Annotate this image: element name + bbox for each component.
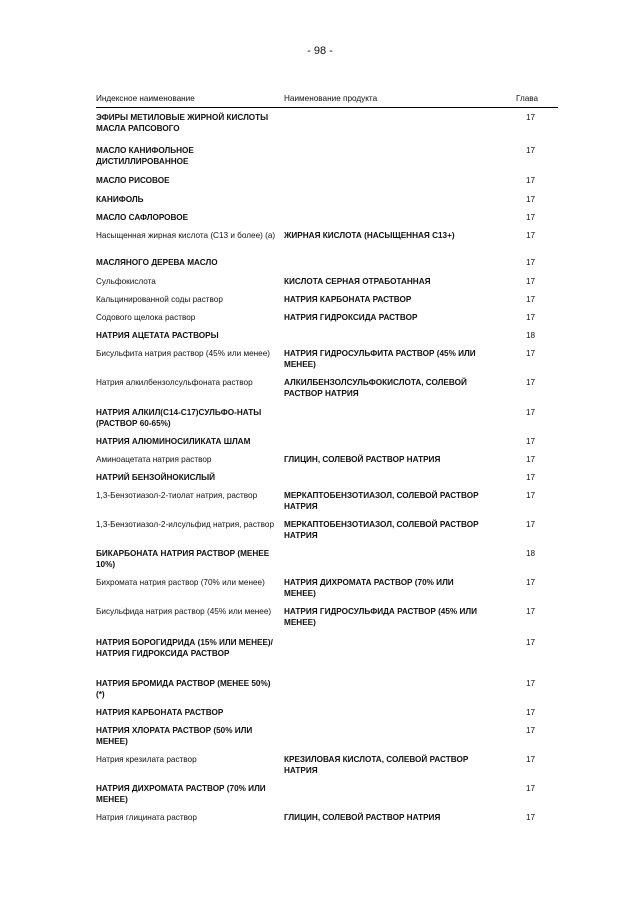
table-row [96,312,558,330]
chapter-cell: 17 [526,313,536,322]
table-row [96,707,558,725]
table-row [96,678,558,707]
table-row [96,175,558,194]
table-row [96,276,558,294]
chapter-cell: 17 [526,258,536,267]
table-row [96,348,558,377]
table-row [96,577,558,606]
index-name-cell: МАСЛЯНОГО ДЕРЕВА МАСЛО [96,258,218,267]
table-row [96,407,558,436]
index-name-cell: КАНИФОЛЬ [96,195,144,204]
index-name-cell: Содового щелока раствор [96,313,196,322]
index-name-cell: НАТРИЯ АЦЕТАТА РАСТВОРЫ [96,331,219,340]
product-name-cell: МЕРКАПТОБЕНЗОТИАЗОЛ, СОЛЕВОЙ РАСТВОР НАТРИЯ [284,491,479,511]
product-name-cell: НАТРИЯ КАРБОНАТА РАСТВОР [284,295,412,304]
product-name-cell: ГЛИЦИН, СОЛЕВОЙ РАСТВОР НАТРИЯ [284,813,441,822]
table-row [96,783,558,812]
table-row [96,212,558,230]
product-name-cell: НАТРИЯ ГИДРОКСИДА РАСТВОР [284,313,418,322]
index-name-cell: Аминоацетата натрия раствор [96,455,212,464]
index-name-cell: Бисульфида натрия раствор (45% или менее) [96,607,272,616]
chapter-cell: 17 [526,176,536,185]
table-row [96,230,558,257]
table-row [96,294,558,312]
substance-table [96,112,558,830]
index-name-cell: Натрия крезилата раствор [96,755,197,764]
table-row [96,112,558,145]
index-name-cell: НАТРИЙ БЕНЗОЙНОКИСЛЫЙ [96,473,215,482]
chapter-cell: 17 [526,679,536,688]
header-chapter: Глава [516,94,539,103]
index-name-cell: Сульфокислота [96,277,156,286]
index-name-cell: БИКАРБОНАТА НАТРИЯ РАСТВОР (МЕНЕЕ 10%) [96,549,270,569]
header-index-name: Индексное наименование [96,94,195,103]
chapter-cell: 17 [526,277,536,286]
table-row [96,519,558,548]
table-row [96,812,558,830]
table-row [96,194,558,212]
table-row [96,377,558,407]
header-product-name: Наименование продукта [284,94,378,103]
chapter-cell: 17 [526,607,536,616]
table-row [96,330,558,348]
chapter-cell: 17 [526,520,536,529]
chapter-cell: 17 [526,473,536,482]
index-name-cell: 1,3-Бензотиазол-2-илсульфид натрия, раствор [96,520,275,529]
table-row [96,725,558,754]
page-number: - 98 - [307,45,333,57]
product-name-cell: КРЕЗИЛОВАЯ КИСЛОТА, СОЛЕВОЙ РАСТВОР НАТРИЯ [284,755,469,775]
chapter-cell: 17 [526,726,536,735]
index-name-cell: МАСЛО РИСОВОЕ [96,176,170,185]
table-row [96,436,558,454]
index-name-cell: МАСЛО КАНИФОЛЬНОЕ ДИСТИЛЛИРОВАННОЕ [96,146,194,166]
chapter-cell: 18 [526,549,536,558]
index-name-cell: Бихромата натрия раствор (70% или менее) [96,578,265,587]
index-name-cell: Бисульфита натрия раствор (45% или менее) [96,349,270,358]
chapter-cell: 17 [526,113,536,122]
table-row [96,145,558,175]
index-name-cell: НАТРИЯ ДИХРОМАТА РАСТВОР (70% ИЛИ МЕНЕЕ) [96,784,266,804]
chapter-cell: 17 [526,349,536,358]
index-name-cell: НАТРИЯ АЛКИЛ(С14-С17)СУЛЬФО-НАТЫ (РАСТВОР 60-65%) [96,408,262,428]
chapter-cell: 17 [526,437,536,446]
index-name-cell: Насыщенная жирная кислота (С13 и более) (а) [96,231,276,240]
index-name-cell: НАТРИЯ АЛЮМИНОСИЛИКАТА ШЛАМ [96,437,251,446]
product-name-cell: ЖИРНАЯ КИСЛОТА (НАСЫЩЕННАЯ С13+) [284,231,455,240]
table-header [96,93,558,108]
chapter-cell: 17 [526,491,536,500]
chapter-cell: 17 [526,755,536,764]
table-row [96,472,558,490]
chapter-cell: 17 [526,455,536,464]
chapter-cell: 17 [526,784,536,793]
index-name-cell: НАТРИЯ БОРОГИДРИДА (15% ИЛИ МЕНЕЕ)/НАТРИЯ ГИДРОКСИДА РАСТВОР [96,638,273,658]
index-name-cell: ЭФИРЫ МЕТИЛОВЫЕ ЖИРНОЙ КИСЛОТЫ МАСЛА РАПСОВОГО [96,113,269,133]
index-name-cell: Натрия глицината раствор [96,813,197,822]
table-row [96,490,558,519]
index-name-cell: МАСЛО САФЛОРОВОЕ [96,213,189,222]
chapter-cell: 17 [526,813,536,822]
index-name-cell: НАТРИЯ БРОМИДА РАСТВОР (МЕНЕЕ 50%) (*) [96,679,271,699]
chapter-cell: 17 [526,213,536,222]
chapter-cell: 18 [526,331,536,340]
chapter-cell: 17 [526,408,536,417]
product-name-cell: АЛКИЛБЕНЗОЛСУЛЬФОКИСЛОТА, СОЛЕВОЙ РАСТВОР НАТРИЯ [284,378,467,398]
table-row [96,548,558,577]
index-name-cell: Кальцинированной соды раствор [96,295,223,304]
chapter-cell: 17 [526,708,536,717]
chapter-cell: 17 [526,638,536,647]
index-name-cell: НАТРИЯ ХЛОРАТА РАСТВОР (50% ИЛИ МЕНЕЕ) [96,726,253,746]
chapter-cell: 17 [526,378,536,387]
chapter-cell: 17 [526,146,536,155]
index-name-cell: 1,3-Бензотиазол-2-тиолат натрия, раствор [96,491,258,500]
product-name-cell: НАТРИЯ ГИДРОСУЛЬФИДА РАСТВОР (45% ИЛИ МЕНЕЕ) [284,607,477,627]
index-name-cell: Натрия алкилбензолсульфоната раствор [96,378,253,387]
table-row [96,257,558,276]
product-name-cell: КИСЛОТА СЕРНАЯ ОТРАБОТАННАЯ [284,277,431,286]
product-name-cell: ГЛИЦИН, СОЛЕВОЙ РАСТВОР НАТРИЯ [284,455,441,464]
table-row [96,454,558,472]
chapter-cell: 17 [526,195,536,204]
product-name-cell: МЕРКАПТОБЕНЗОТИАЗОЛ, СОЛЕВОЙ РАСТВОР НАТРИЯ [284,520,479,540]
product-name-cell: НАТРИЯ ГИДРОСУЛЬФИТА РАСТВОР (45% ИЛИ МЕНЕЕ) [284,349,476,369]
table-row [96,637,558,678]
product-name-cell: НАТРИЯ ДИХРОМАТА РАСТВОР (70% ИЛИ МЕНЕЕ) [284,578,454,598]
index-name-cell: НАТРИЯ КАРБОНАТА РАСТВОР [96,708,224,717]
table-row [96,606,558,637]
chapter-cell: 17 [526,295,536,304]
table-row [96,754,558,783]
chapter-cell: 17 [526,231,536,240]
chapter-cell: 17 [526,578,536,587]
